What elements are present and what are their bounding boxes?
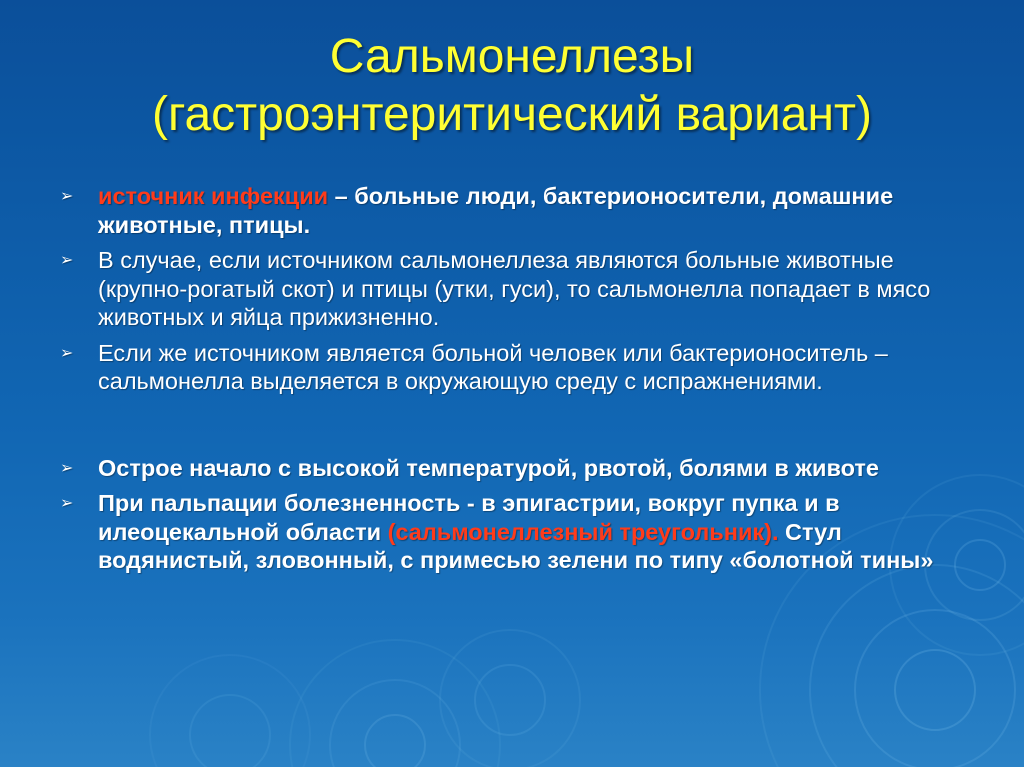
acute-onset-text: Острое начало с высокой температурой, рвотой, болями в животе [98,454,879,481]
chevron-right-icon: ➢ [60,250,74,269]
palpation-text-before: При пальпации болезненность - в эпигастрии, вокруг пупка и в илеоцекальной области [98,490,840,545]
chevron-right-icon: ➢ [60,342,74,362]
human-source-text: Если же источником является больной человек или бактерионоситель – сальмонелла выделяется в окружающую среду с испражнениями. [98,339,888,394]
chevron-right-icon: ➢ [60,493,74,512]
title-line-1: Сальмонеллезы [329,30,695,83]
chevron-right-icon: ➢ [60,186,74,205]
animal-source-text: В случае, если источником сальмонеллеза являются больные животные (крупно-рогатый скот) и птицы (утки, гуси), то сальмонелла попадает в мясо животных и яйца прижизненно. [98,247,931,330]
bullet-acute-onset [60,454,960,483]
chevron-right-icon: ➢ [60,457,74,477]
slide-title [40,28,984,144]
title-line-2: (гастроэнтеритический вариант) [152,88,872,141]
salmonella-triangle-label: (сальмонеллезный треугольник). [387,518,779,545]
bullet-infection-source [60,182,960,239]
bullet-human-source [60,339,960,396]
infection-source-text: – больные люди, бактерионосители, домашние животные, птицы. [98,183,894,238]
bullet-animal-source [60,246,960,332]
infection-source-label: источник инфекции [98,183,329,209]
bullet-list [60,182,960,582]
bullet-palpation [60,489,960,575]
palpation-text-after: Стул водянистый, зловонный, с примесью зелени по типу «болотной тины» [98,518,934,573]
